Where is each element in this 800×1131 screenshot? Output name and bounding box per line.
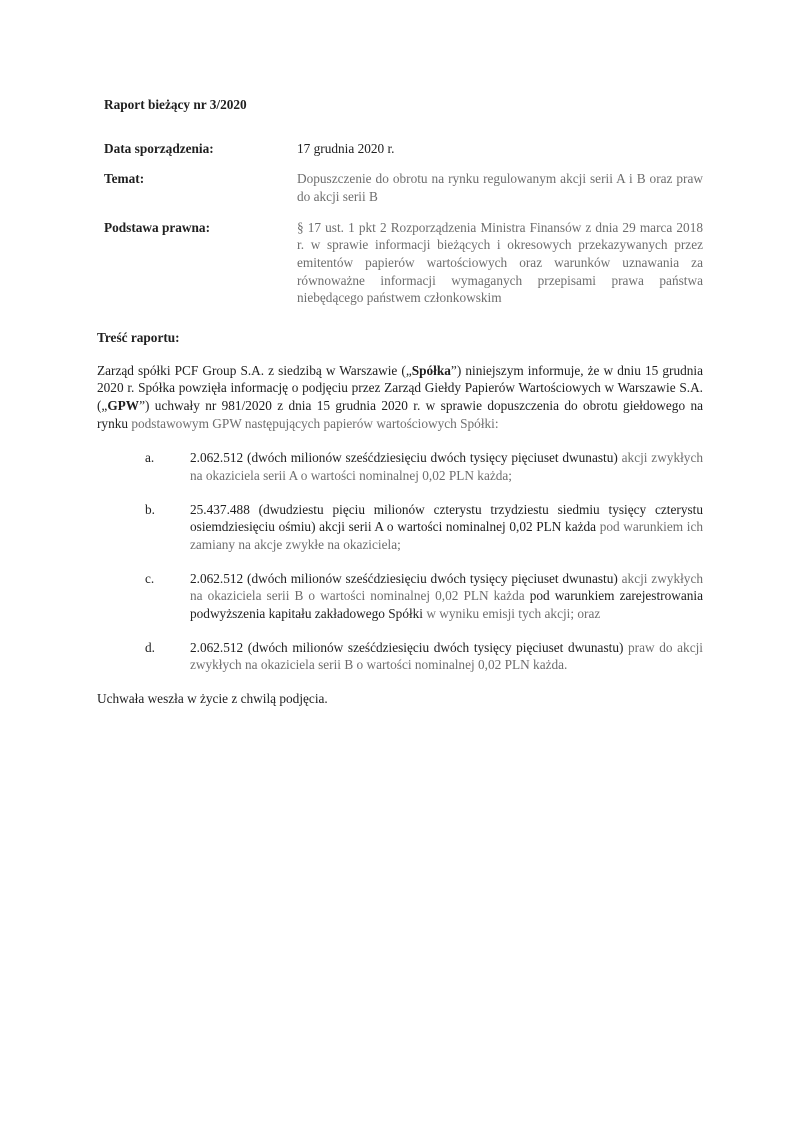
list-marker: c. <box>145 570 155 586</box>
list-item <box>97 570 703 623</box>
list-item-text <box>190 449 703 484</box>
text-span: Dopuszczenie do obrotu na rynku regulowanym akcji serii A i B oraz praw do akcji serii B <box>297 171 703 205</box>
list-item <box>97 639 703 674</box>
text-span: akcji zwykłych na okaziciela serii A o wartości nominalnej 0,02 PLN każda; <box>190 450 704 484</box>
text-span: Spółka <box>411 362 451 378</box>
intro-paragraph <box>97 362 703 433</box>
text-span: ”) uchwały nr 981/2020 z dnia 15 grudnia 2020 r. w sprawie dopuszczenia do obrotu giełdowego na rynku <box>97 398 703 431</box>
text-span: podstawowym GPW następujących papierów wartościowych Spółki: <box>131 415 499 431</box>
list-item-text <box>190 639 703 674</box>
text-span: 2.062.512 (dwóch milionów sześćdziesięciu dwóch tysięcy pięciuset dwunastu) <box>190 450 622 466</box>
text-span: praw do akcji zwykłych na okaziciela serii B o wartości nominalnej 0,02 PLN każda. <box>190 639 703 673</box>
field-value <box>297 170 703 205</box>
metadata-fields <box>104 140 703 307</box>
text-span: pod warunkiem zarejestrowania podwyższenia kapitału zakładowego Spółki <box>190 588 703 622</box>
list-marker: b. <box>145 501 155 517</box>
field-label: Podstawa prawna: <box>104 219 211 235</box>
text-span: ”) niniejszym informuje, że w dniu 15 grudnia 2020 r. Spółka powzięła informację o podjęciu przez Zarząd Giełdy Papierów Wartościowych w Warszawie S.A. („ <box>97 362 704 414</box>
field-value <box>297 219 703 307</box>
text-span: 17 grudnia 2020 r. <box>297 140 395 156</box>
list-item <box>97 449 703 484</box>
closing-paragraph: Uchwała weszła w życie z chwilą podjęcia. <box>97 691 328 707</box>
text-span: 2.062.512 (dwóch milionów sześćdziesięciu dwóch tysięcy pięciuset dwunastu) <box>190 570 622 586</box>
text-span: 25.437.488 (dwudziestu pięciu milionów czterystu trzydziestu siedmiu tysięcy czterystu osiemdziesięciu ośmiu) akcji serii A o wartości nominalnej 0,02 PLN każda <box>190 501 703 535</box>
list-marker: a. <box>145 450 155 466</box>
text-span: pod warunkiem ich zamiany na akcje zwykłe na okaziciela; <box>190 519 703 553</box>
report-title: Raport bieżący nr 3/2020 <box>104 97 247 112</box>
text-span: w wyniku emisji tych akcji; oraz <box>426 606 601 622</box>
securities-list <box>97 449 703 674</box>
text-span: 2.062.512 (dwóch milionów sześćdziesięciu dwóch tysięcy pięciuset dwunastu) <box>190 639 629 655</box>
list-marker: d. <box>145 639 155 655</box>
metadata-field-row <box>104 140 703 158</box>
field-label: Data sporządzenia: <box>104 140 214 156</box>
text-span: Zarząd spółki PCF Group S.A. z siedzibą w Warszawie („ <box>97 362 412 378</box>
field-value <box>297 140 703 158</box>
text-span: akcji zwykłych na okaziciela serii B o wartości nominalnej 0,02 PLN każda <box>190 570 704 604</box>
list-item-text <box>190 570 703 623</box>
text-span: § 17 ust. 1 pkt 2 Rozporządzenia Ministra Finansów z dnia 29 marca 2018 r. w sprawie informacji bieżących i okresowych przekazywanych przez emitentów papierów wartościowych oraz warunków uznawania za równoważne informacji wymaganych przepisami prawa państwa niebędącego państwem członkowskim <box>297 219 703 306</box>
report-body-heading: Treść raportu: <box>97 330 180 346</box>
text-span: GPW <box>107 398 140 414</box>
metadata-field-row <box>104 219 703 307</box>
list-item <box>97 501 703 554</box>
field-label: Temat: <box>104 171 145 187</box>
metadata-field-row <box>104 170 703 205</box>
list-item-text <box>190 501 703 554</box>
